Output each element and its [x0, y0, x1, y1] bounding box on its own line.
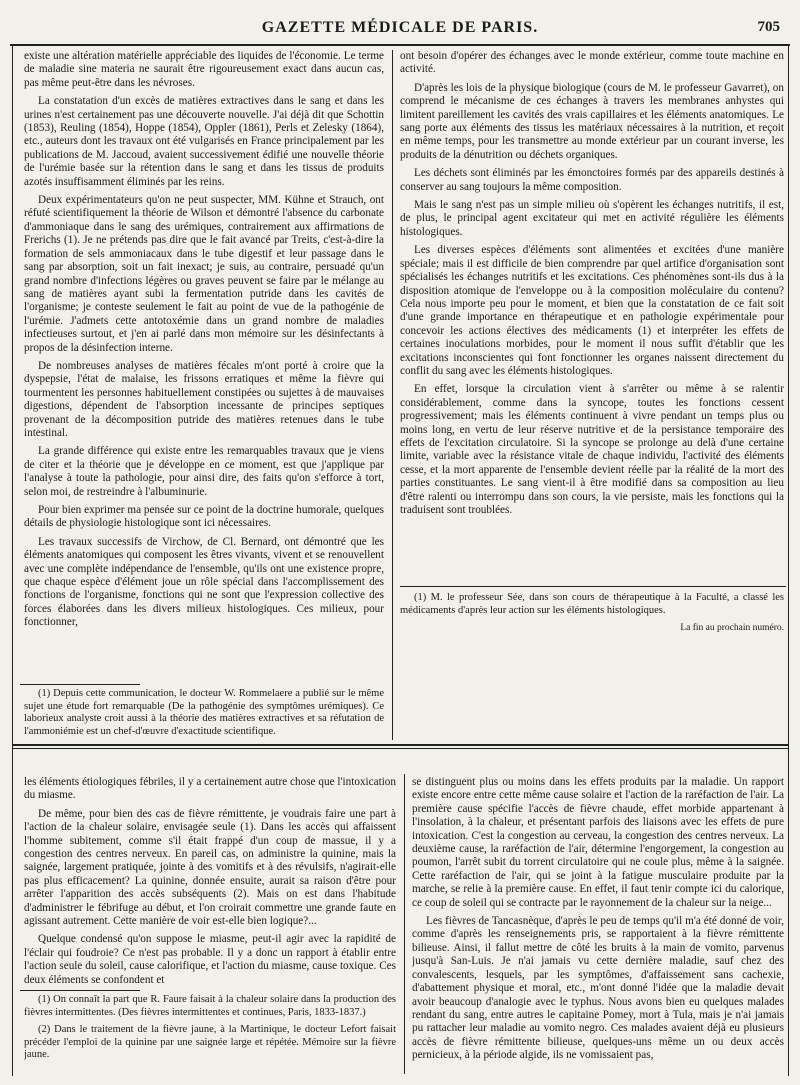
footnote: (2) Dans le traitement de la fièvre jaune, à la Martinique, le docteur Lefort faisait précéder l'emploi de la quinine par une saignée large et répétée. Mémoire sur la fièvre jaune.: [24, 1024, 396, 1061]
paragraph: Quelque condensé qu'on suppose le miasme, peut-il agir avec la rapidité de l'éclair qui foudroie? Ce n'est pas probable. Il y a donc un rapport à établir entre l'action seule du soleil, cause calorifique, et l'action du miasme, cause toxique. Ces deux éléments se confondent et: [24, 933, 396, 986]
bottom-left-column: [24, 776, 396, 986]
paragraph: existe une altération matérielle appréciable des liquides de l'économie. Le terme de maladie sine materia ne saurait être rigoureusement exact dans aucun cas, pas même peut-être dans les névroses.: [24, 50, 384, 89]
footnote: (1) Depuis cette communication, le docteur W. Rommelaere a publié sur le même sujet une étude fort remarquable (De la pathogénie des symptômes urémiques). Ce laborieux analyste croit aussi à la théorie des matières extractives et sa réfutation de l'ammoniémie est un chef-d'œuvre d'exactitude scientifique.: [24, 688, 384, 737]
paragraph: Pour bien exprimer ma pensée sur ce point de la doctrine humorale, quelques détails de physiologie histologique sont ici nécessaires.: [24, 504, 384, 530]
paragraph: les éléments étiologiques fébriles, il y a certainement autre chose que l'intoxication du miasme.: [24, 776, 396, 802]
page-number: 705: [757, 19, 780, 35]
footnote: (1) M. le professeur Sée, dans son cours de thérapeutique à la Faculté, a classé les médicaments d'après leur action sur les éléments histologiques.: [400, 592, 784, 616]
paragraph: Les déchets sont éliminés par les émonctoires formés par des appareils destinés à conserver au sang toujours la même composition.: [400, 167, 784, 193]
paragraph: De nombreuses analyses de matières fécales m'ont porté à croire que la dyspepsie, l'état de malaise, les frissons erratiques et même la fièvre qui tourmentent les personnes habituellement constipées ou sujettes à de mauvaises digestions, dépendent de l'absorption incessante de principes septiques provenant de la décomposition putride des matières retenues dans le tube intestinal.: [24, 359, 384, 439]
left-footnote-rule: [20, 684, 140, 685]
section-divider: [12, 744, 788, 746]
bottom-right-column: [412, 776, 784, 1074]
journal-title: GAZETTE MÉDICALE DE PARIS.: [261, 19, 539, 36]
section-divider-thin: [12, 748, 788, 749]
top-column-rule: [392, 50, 393, 740]
paragraph: se distinguent plus ou moins dans les effets produits par la maladie. Un rapport existe encore entre cette même cause solaire et l'action de la raréfaction de l'air. La première cause spécifie l'accès de fièvre chaude, effet morbide appartenant à l'insolation, à la chaleur, et présentant parfois des liaisons avec les effets de pure intoxication. C'est la congestion au cerveau, la congestion des centres nerveux. La deuxième cause, la raréfaction de l'air, détermine l'engorgement, la congestion au poumon, l'arrêt subit du torrent circulatoire qui ne coule plus, même à la saignée. Cette raréfaction de l'air, qui se joint à la fatigue musculaire produite par la marche, se relie à la première cause. En effet, il faut tenir compte ici du calorique, ce coup de soleil qui se contracte par le rayonnement de la chaleur sur la neige...: [412, 776, 784, 909]
paragraph: En effet, lorsque la circulation vient à s'arrêter ou même à se ralentir considérablement, comme dans la syncope, toutes les fonctions cessent progressivement; mais les éléments continuent à vivre pendant un temps plus ou moins long, en vertu de leur réserve nutritive et de la persistance temporaire des effets de l'excitation circulatoire. Si la syncope se prolonge au delà d'une certaine limite, variable avec la résistance vitale de chaque individu, l'activité des éléments cesse, et la mort apparente de l'ensemble devient réelle par la réalité de la mort des parties constituantes. Le sang vient-il à être modifié dans sa composition au lieu d'être ralenti ou interrompu dans son cours, la vie persiste, mais les fonctions qui la traduisent sont troublées.: [400, 383, 784, 516]
bottom-left-footnotes: [24, 994, 396, 1074]
paragraph: Mais le sang n'est pas un simple milieu où s'opèrent les échanges nutritifs, il est, de plus, le principal agent excitateur qui met en activité régulière les éléments histologiques.: [400, 199, 784, 238]
paragraph: ont besoin d'opérer des échanges avec le monde extérieur, comme toute machine en activité.: [400, 50, 784, 76]
bottom-column-rule: [404, 774, 405, 1074]
paragraph: La grande différence qui existe entre les remarquables travaux que je viens de citer et la théorie que je développe en ce moment, est que j'applique par l'analyse à toute la pathologie, pour ainsi dire, des faits qu'on s'efforce à tort, selon moi, de restreindre à l'albuminurie.: [24, 445, 384, 498]
top-right-column: [400, 50, 784, 582]
paragraph: D'après les lois de la physique biologique (cours de M. le professeur Gavarret), on comprend le mécanisme de ces échanges à travers les membranes anhystes qui limitent pareillement les cavités des vrais capillaires et les éléments anatomiques. Le sang porte aux éléments des tissus les matériaux nécessaires à la nutrition, et reçoit en même temps, pour les transmettre au monde extérieur par un courant inverse, les produits de la dénutrition ou déchets organiques.: [400, 81, 784, 161]
paragraph: Les fièvres de Tancasnèque, d'après le peu de temps qu'il m'a été donné de voir, comme d'après les renseignements pris, se rapportaient à la fièvre rémittente bilieuse. Ainsi, il fallut mettre de côté les bruits à la main de vomito, parvenus jusqu'à San-Luis. Je n'ai jamais vu cette dernière maladie, sauf chez des convalescents, lesquels, par les symptômes, d'affaissement sans cachexie, d'abattement physique et moral, etc., m'ont donné l'idée que la maladie devait avoir beaucoup d'analogie avec le typhus. Nous avons bien eu quelques malades rendant du sang, entre autres le capitaine Pomey, mort à Tula, mais je n'ai jamais pu rattacher leur maladie au vomito negro. Ces malades avaient déjà eu plusieurs accès de fièvre rémittente bilieuse, quelques-uns même un ou deux accès pernicieux, à la période algide, ils ne vomissaient pas,: [412, 915, 784, 1062]
paragraph: Deux expérimentateurs qu'on ne peut suspecter, MM. Kühne et Strauch, ont réfuté scientifiquement la théorie de Wilson et démontré l'absence du carbonate d'ammoniaque dans le sang des urémiques, contrairement aux affirmations de Frerichs (1). Je ne prétends pas dire que le fait avancé par Treits, c'est-à-dire la formation de sels ammoniacaux dans le tube digestif et leur passage dans le sang par absorption, soit un fait inexact; je suis, au contraire, persuadé qu'un grand nombre d'infections légères ou graves peuvent se faire par le mélange au sang de matières ayant subi la fermentation putride dans les cavités de l'organisme; je conteste seulement le fait au point de vue de la pathogénie de l'urémie. J'admets cette antotoxémie dans un grand nombre de maladies infectieuses surtout, et j'en ai parlé dans mon mémoire sur les désinfectants à propos de la désinfection interne.: [24, 194, 384, 354]
top-right-footnote: [400, 592, 784, 662]
top-left-column: [24, 50, 384, 680]
paragraph: Les travaux successifs de Virchow, de Cl. Bernard, ont démontré que les éléments anatomiques qui composent les êtres vivants, vivent et se renouvellent avec une complète indépendance de l'ensemble, qu'ils ont une existence propre, que chaque espèce d'élément joue un rôle spécial dans l'accomplissement des fonctions de l'organisme, fonctions qui ne sont que l'expression collective des forces élaborées dans les divers milieux histologiques. Ces milieux, pour fonctionner,: [24, 535, 384, 629]
page-header: [10, 14, 790, 42]
header-rule: [10, 44, 790, 46]
paragraph: De même, pour bien des cas de fièvre rémittente, je voudrais faire une part à l'action de la chaleur solaire, envisagée seule (1). Dans les accès qui affaissent l'homme subitement, comme s'il était frappé d'un coup de massue, il y a congestion des centres nerveux. En pareil cas, on administre la quinine, mais la saignée, largement pratiquée, jointe à des vomitifs et à des révulsifs, n'agirait-elle pas plus efficacement? La quinine, donnée ensuite, aurait sa raison d'être pour arrêter l'apparition des accès subséquents (2). Mais on est dans l'habitude d'administrer le fébrifuge au début, et l'on croirait commettre une grande faute en agissant autrement. Cette manière de voir est-elle bien logique?...: [24, 807, 396, 928]
right-footnote-rule: [400, 586, 786, 587]
paragraph: La constatation d'un excès de matières extractives dans le sang et dans les urines n'est certainement pas une découverte nouvelle. J'ai déjà dit que Schottin (1853), Reuling (1854), Hoppe (1854), Oppler (1861), Perls et Zelesky (1864), etc., auteurs dont les travaux ont été vulgarisés en France principalement par les publications de M. Jaccoud, avaient successivement édifié une nouvelle théorie de l'urémie basée sur la rétention dans le sang et dans les tissus de produits azotés insuffisamment éliminés par les reins.: [24, 95, 384, 188]
footnote: (1) On connaît la part que R. Faure faisait à la chaleur solaire dans la production des fièvres intermittentes. (Des fièvres intermittentes et continues, Paris, 1833-1837.): [24, 994, 396, 1018]
right-border-rule: [788, 46, 789, 1076]
continued-notice: La fin au prochain numéro.: [680, 623, 784, 634]
left-border-rule: [12, 46, 13, 1076]
paragraph: Les diverses espèces d'éléments sont alimentées et excitées d'une manière spéciale; mais il est difficile de bien comprendre par quel artifice d'organisation sont spécialisés les échanges nutritifs et les excitations. Ces phénomènes sont-ils dus à la disposition atomique de l'enveloppe ou à la composition moléculaire du contenu? Cela nous importe peu pour le moment, et bien que la constatation de ce fait soit d'une grande importance en thérapeutique et en pathologie expérimentale pour concevoir les actions électives des médicaments (1) et interpréter les effets de certaines inoculations morbides, pour le moment il nous suffit d'établir que les excitations inconscientes qui font fonctionner les organes naissent directement du conflit du sang avec les éléments histologiques.: [400, 244, 784, 377]
top-left-footnote: [24, 688, 384, 740]
bottom-footnote-rule: [20, 990, 140, 991]
